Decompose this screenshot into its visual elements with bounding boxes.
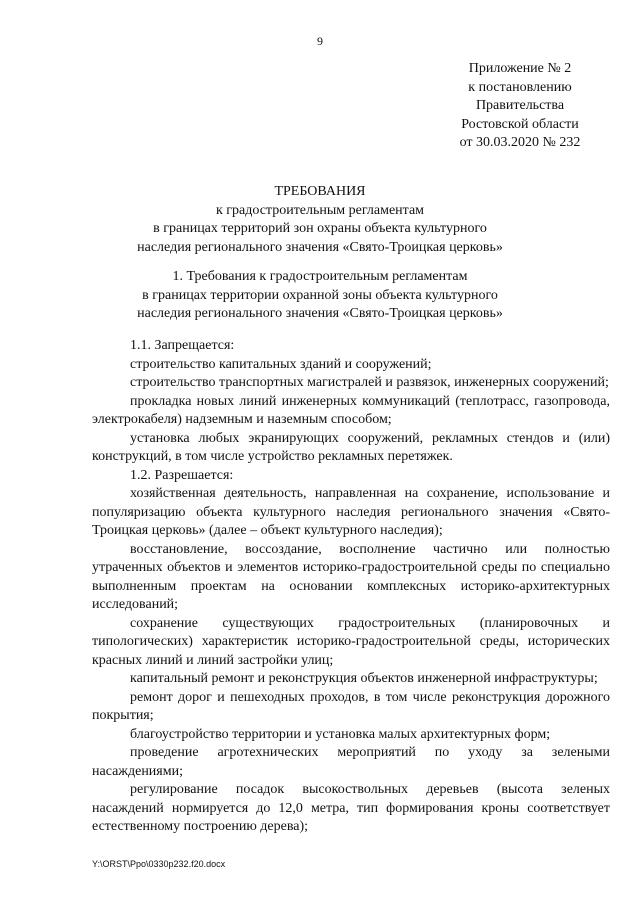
appendix-line: от 30.03.2020 № 232 <box>459 135 581 150</box>
paragraph: восстановление, воссоздание, восполнение частично или полностью утраченных объектов и элементов историко-градостроительной среды по специально выполненным проектам на основании комплексных историко-архитектурных исследований; <box>92 541 610 612</box>
paragraph: регулирование посадок высокоствольных деревьев (высота зеленых насаждений нормируется до 12,0 метра, тип формирования кроны соответствует естественному построению дерева); <box>92 782 610 834</box>
heading-line: в границах территории охранной зоны объекта культурного <box>142 287 498 303</box>
document-title <box>80 183 560 257</box>
heading-line: наследия регионального значения «Свято-Троицкая церковь» <box>137 306 503 321</box>
file-path-footer: Y:\ORST\Ppo\0330p232.f20.docx <box>92 859 226 869</box>
title-line: к градостроительным регламентам <box>215 202 425 218</box>
paragraph: сохранение существующих градостроительных (планировочных и типологических) характеристик историко-градостроительной среды, исторических красных линий и линий застройки улиц; <box>92 615 610 668</box>
appendix-reference <box>440 60 600 153</box>
paragraph: 1.1. Запрещается: <box>130 338 235 353</box>
paragraph: хозяйственная деятельность, направленная на сохранение, использование и популяризацию объекта культурного наследия регионального значения «Свято-Троицкая церковь» (далее – объект культурного наследия); <box>92 486 610 538</box>
appendix-line: Приложение № 2 <box>468 61 572 76</box>
section-heading <box>80 268 560 324</box>
paragraph: благоустройство территории и установка малых архитектурных форм; <box>130 726 551 742</box>
paragraph: установка любых экранирующих сооружений, рекламных стендов и (или) конструкций, в том числе устройство рекламных перетяжек. <box>92 430 610 464</box>
title-line: наследия регионального значения «Свято-Троицкая церковь» <box>137 239 503 255</box>
appendix-line: Ростовской области <box>461 116 579 132</box>
title-line: ТРЕБОВАНИЯ <box>274 184 366 199</box>
paragraph: ремонт дорог и пешеходных проходов, в том числе реконструкция дорожного покрытия; <box>92 689 610 723</box>
paragraph: строительство капитальных зданий и сооружений; <box>130 356 432 372</box>
title-line: в границах территорий зон охраны объекта культурного <box>153 221 487 236</box>
paragraph: капитальный ремонт и реконструкция объектов инженерной инфраструктуры; <box>130 671 598 686</box>
paragraph: строительство транспортных магистралей и развязок, инженерных сооружений; <box>130 375 609 390</box>
heading-line: 1. Требования к градостроительным регламентам <box>172 269 468 284</box>
appendix-line: к постановлению <box>468 79 572 95</box>
body-text <box>92 337 610 837</box>
page-number: 9 <box>317 34 323 48</box>
paragraph: проведение агротехнических мероприятий по уходу за зелеными насаждениями; <box>92 745 610 779</box>
appendix-line: Правительства <box>475 98 565 113</box>
paragraph: 1.2. Разрешается: <box>130 467 234 483</box>
paragraph: прокладка новых линий инженерных коммуникаций (теплотрасс, газопровода, электрокабеля) надземным и наземным способом; <box>92 393 610 427</box>
